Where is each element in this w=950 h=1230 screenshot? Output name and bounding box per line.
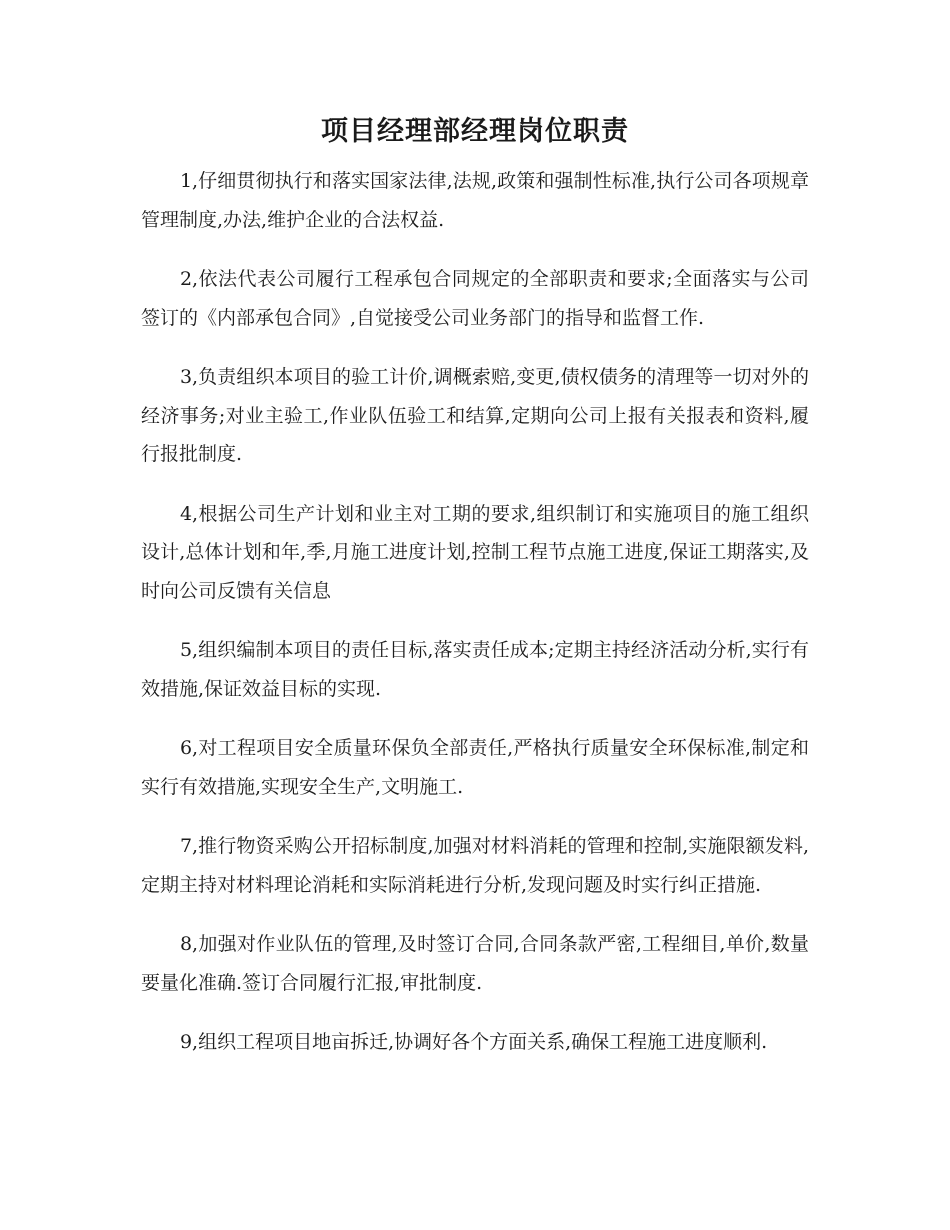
document-title: 项目经理部经理岗位职责 — [321, 116, 629, 147]
paragraph-9: 9,组织工程项目地亩拆迁,协调好各个方面关系,确保工程施工进度顺利. — [179, 1031, 768, 1053]
paragraph-8: 8,加强对作业队伍的管理,及时签订合同,合同条款严密,工程细目,单价,数量要量化准确.签订合同履行汇报,审批制度. — [141, 933, 809, 994]
paragraph-1: 1,仔细贯彻执行和落实国家法律,法规,政策和强制性标准,执行公司各项规章管理制度,办法,维护企业的合法权益. — [141, 170, 809, 231]
document-body — [141, 162, 809, 1083]
paragraph-6: 6,对工程项目安全质量环保负全部责任,严格执行质量安全环保标准,制定和实行有效措施,实现安全生产,文明施工. — [141, 737, 809, 798]
paragraph-7: 7,推行物资采购公开招标制度,加强对材料消耗的管理和控制,实施限额发料,定期主持对材料理论消耗和实际消耗进行分析,发现问题及时实行纠正措施. — [141, 835, 809, 896]
paragraph-5: 5,组织编制本项目的责任目标,落实责任成本;定期主持经济活动分析,实行有效措施,保证效益目标的实现. — [141, 639, 809, 700]
paragraph-2: 2,依法代表公司履行工程承包合同规定的全部职责和要求;全面落实与公司签订的《内部承包合同》,自觉接受公司业务部门的指导和监督工作. — [141, 268, 809, 329]
paragraph-4: 4,根据公司生产计划和业主对工期的要求,组织制订和实施项目的施工组织设计,总体计划和年,季,月施工进度计划,控制工程节点施工进度,保证工期落实,及时向公司反馈有关信息 — [141, 502, 809, 602]
paragraph-3: 3,负责组织本项目的验工计价,调概索赔,变更,债权债务的清理等一切对外的经济事务;对业主验工,作业队伍验工和结算,定期向公司上报有关报表和资料,履行报批制度. — [141, 366, 809, 465]
